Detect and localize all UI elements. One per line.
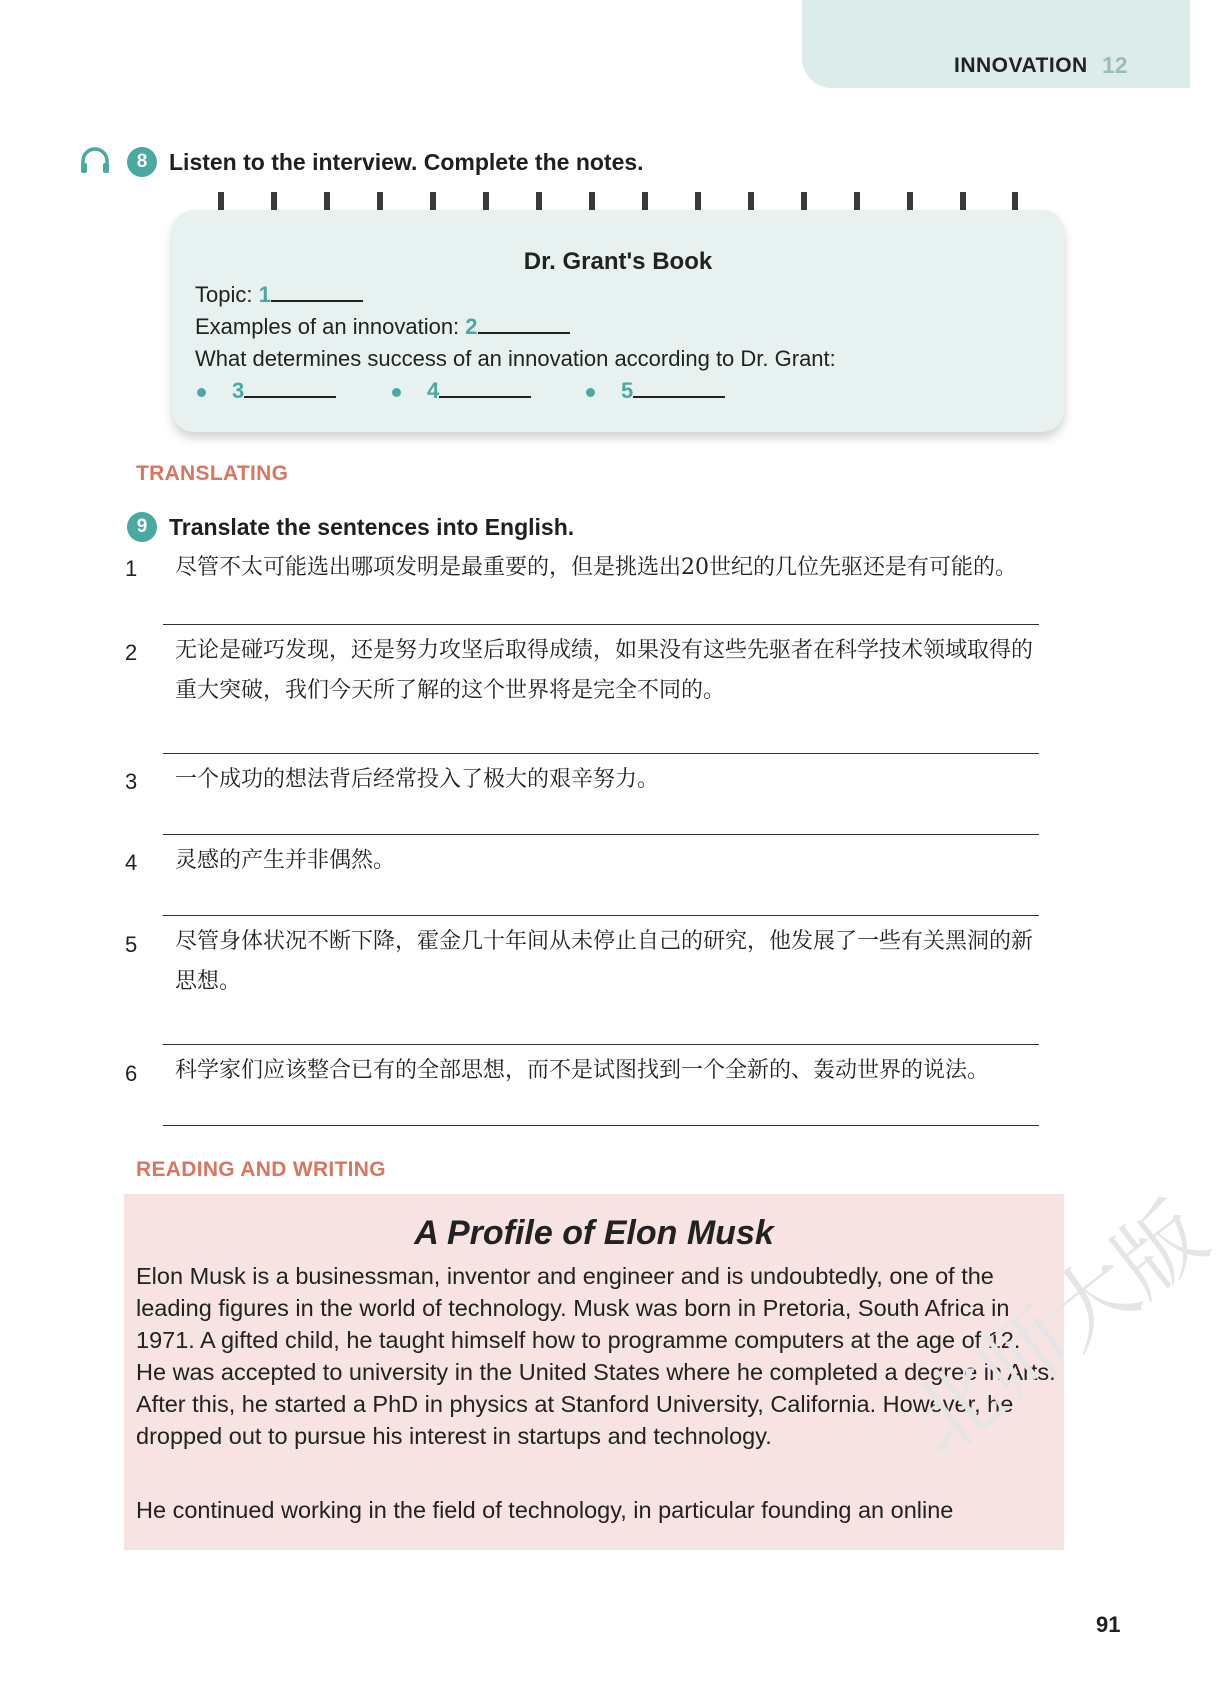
answer-blank[interactable] xyxy=(439,378,531,398)
article-paragraph: Elon Musk is a businessman, inventor and engineer and is undoubtedly, one of the leading figures in the world of technology. Musk was born in Pretoria, South Africa in 1971. A gifted child, he taught himself how to programme computers at the age of 12. He was accepted to university in the United States where he completed a degree in Arts. After this, he started a PhD in physics at Stanford University, California. However, he dropped out to pursue his interest in startups and technology. xyxy=(136,1263,1056,1449)
examples-line xyxy=(195,314,570,340)
unit-number: 12 xyxy=(1102,52,1128,78)
answer-line[interactable] xyxy=(163,753,1039,754)
unit-title: INNOVATION xyxy=(954,54,1088,77)
answer-line[interactable] xyxy=(163,1044,1039,1045)
blank-number: 3 xyxy=(232,378,245,403)
item-number: 4 xyxy=(125,850,138,875)
bullet-dot xyxy=(586,388,595,397)
sentence-text: 科学家们应该整合已有的全部思想，而不是试图找到一个全新的、轰动世界的说法。 xyxy=(175,1058,990,1083)
item-number: 1 xyxy=(125,556,138,581)
item-number: 5 xyxy=(125,932,138,957)
sentence-text: 无论是碰巧发现，还是努力攻坚后取得成绩，如果没有这些先驱者在科学技术领域取得的重大突破，我们今天所了解的这个世界将是完全不同的。 xyxy=(175,638,1034,703)
sentence-text: 尽管身体状况不断下降，霍金几十年间从未停止自己的研究，他发展了一些有关黑洞的新思想。 xyxy=(175,929,1034,994)
exercise-number: 8 xyxy=(127,147,157,177)
answer-line[interactable] xyxy=(163,915,1039,916)
translating-section-title: TRANSLATING xyxy=(136,462,289,485)
blank-number: 1 xyxy=(258,282,271,307)
answer-blank[interactable] xyxy=(244,378,336,398)
article-title: A Profile of Elon Musk xyxy=(414,1214,774,1252)
bullet-item xyxy=(392,378,531,404)
blank-number: 4 xyxy=(427,378,440,403)
bullet-item xyxy=(197,378,336,404)
exercise-number: 9 xyxy=(127,512,157,542)
answer-line[interactable] xyxy=(163,834,1039,835)
exercise-instruction: Translate the sentences into English. xyxy=(169,513,575,540)
sentence-text: 灵感的产生并非偶然。 xyxy=(175,848,396,873)
reading-section-title: READING AND WRITING xyxy=(136,1158,386,1181)
notebook-title: Dr. Grant's Book xyxy=(523,248,713,275)
success-label: What determines success of an innovation according to Dr. Grant: xyxy=(195,346,836,371)
answer-line[interactable] xyxy=(163,1125,1039,1126)
topic-line xyxy=(195,282,363,308)
item-number: 2 xyxy=(125,640,138,665)
item-number: 6 xyxy=(125,1061,138,1086)
bullet-dot xyxy=(197,388,206,397)
bullet-item xyxy=(586,378,725,404)
headphones-icon xyxy=(80,148,110,174)
examples-label: Examples of an innovation: xyxy=(195,314,460,339)
exercise-instruction: Listen to the interview. Complete the notes. xyxy=(169,148,644,175)
answer-blank[interactable] xyxy=(478,314,570,334)
bullet-dot xyxy=(392,388,401,397)
exercise-8-heading xyxy=(127,147,644,177)
article-paragraph: He continued working in the field of technology, in particular founding an online xyxy=(136,1497,954,1523)
exercise-9-heading xyxy=(127,512,574,542)
answer-line[interactable] xyxy=(163,624,1039,625)
publisher-watermark: 北师大版 xyxy=(892,1183,1225,1475)
sentence-text: 一个成功的想法背后经常投入了极大的艰辛努力。 xyxy=(175,767,660,792)
page-number: 91 xyxy=(1096,1612,1121,1637)
blank-number: 5 xyxy=(621,378,634,403)
sentence-text: 尽管不太可能选出哪项发明是最重要的，但是挑选出20世纪的几位先驱还是有可能的。 xyxy=(175,555,1017,580)
answer-blank[interactable] xyxy=(633,378,725,398)
notes-notebook xyxy=(172,210,1064,432)
answer-blank[interactable] xyxy=(271,282,363,302)
topic-label: Topic: xyxy=(195,282,253,307)
blank-number: 2 xyxy=(465,314,478,339)
item-number: 3 xyxy=(125,769,138,794)
